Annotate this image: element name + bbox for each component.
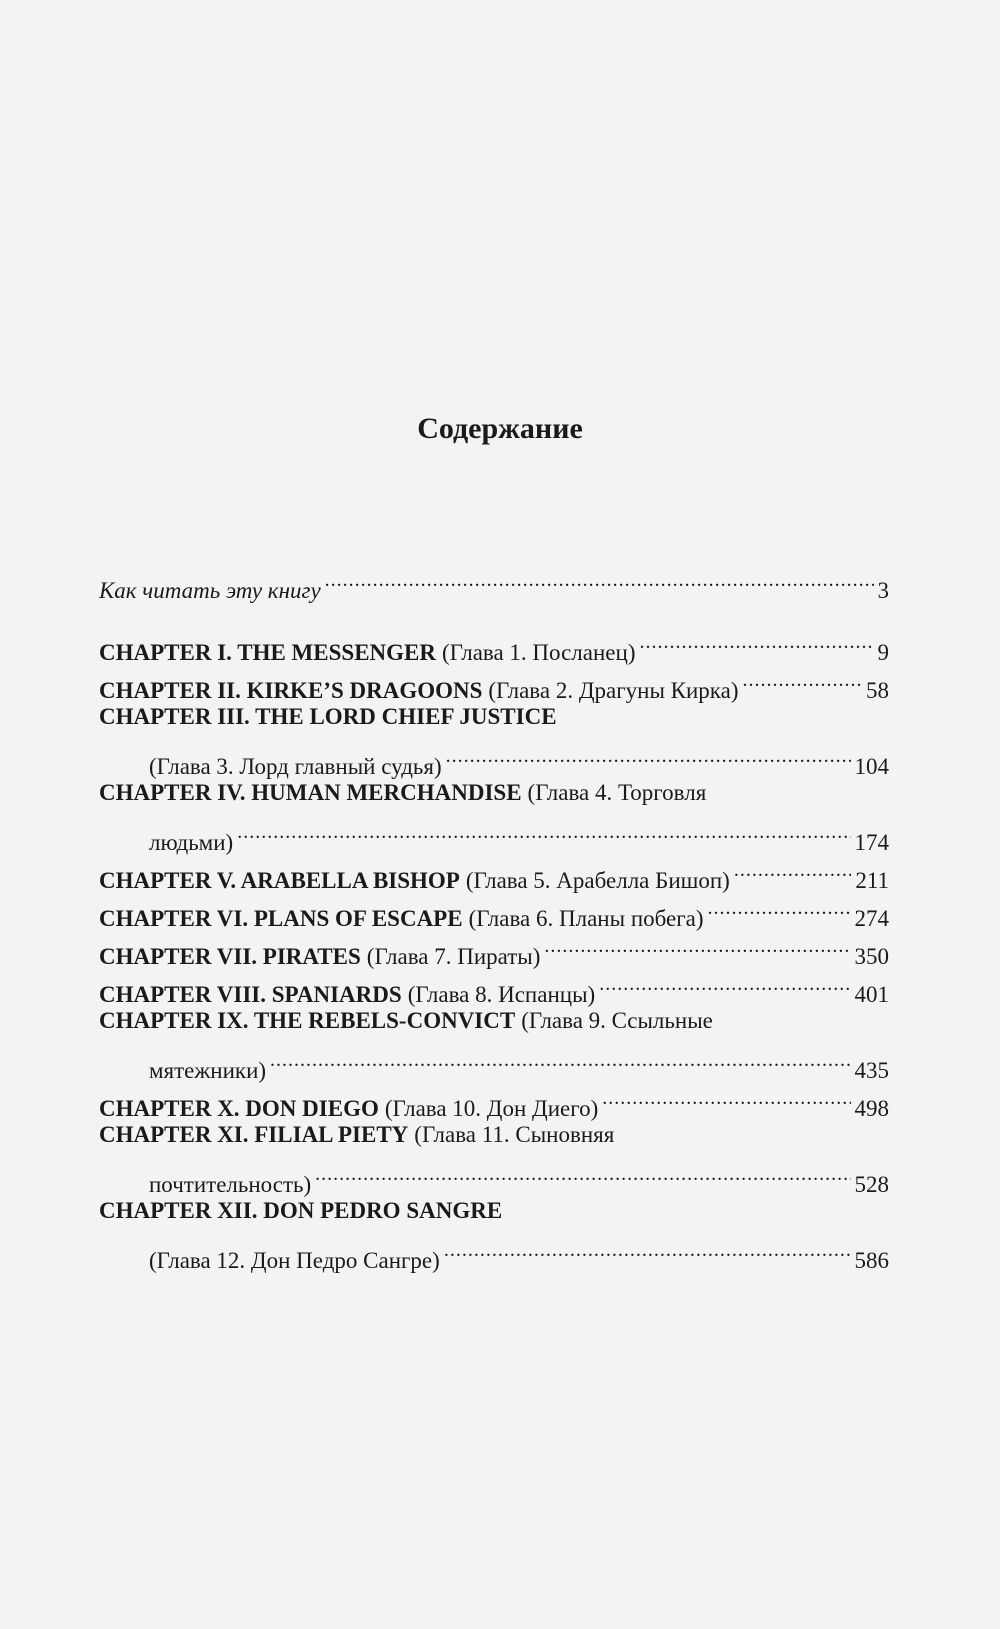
toc-page-number: 498 <box>854 1096 889 1121</box>
toc-page-number: 3 <box>877 578 889 603</box>
toc-page-number: 274 <box>854 906 889 931</box>
table-of-contents <box>99 560 889 1273</box>
chapter-title-en: CHAPTER II. KIRKE’S DRAGOONS <box>99 678 483 703</box>
dot-leader <box>446 736 851 774</box>
toc-page-number: 104 <box>854 754 889 779</box>
toc-page-number: 9 <box>877 640 889 665</box>
toc-entry-chapter-12-cont[interactable] <box>99 1230 889 1273</box>
chapter-title-ru: (Глава 9. Ссыльные <box>521 1008 713 1033</box>
dot-leader <box>734 850 852 888</box>
chapter-title-ru: (Глава 7. Пираты) <box>366 944 541 969</box>
toc-entry-chapter-3-cont[interactable] <box>99 736 889 779</box>
toc-page-number: 528 <box>854 1172 889 1197</box>
chapter-title-ru: (Глава 10. Дон Диего) <box>384 1096 599 1121</box>
toc-entry-chapter-12[interactable] <box>99 1192 889 1230</box>
toc-entry-chapter-9[interactable] <box>99 1002 889 1040</box>
chapter-title-en: CHAPTER X. DON DIEGO <box>99 1096 379 1121</box>
toc-page-number: 350 <box>854 944 889 969</box>
dot-leader <box>325 560 874 598</box>
chapter-title-ru: (Глава 11. Сыновняя <box>414 1122 615 1147</box>
dot-leader <box>708 888 851 926</box>
dot-leader <box>237 812 850 850</box>
toc-entry-chapter-1[interactable] <box>99 622 889 665</box>
chapter-title-en: CHAPTER IX. THE REBELS-CONVICT <box>99 1008 516 1033</box>
dot-leader <box>444 1230 851 1268</box>
dot-leader <box>544 926 850 964</box>
toc-entry-chapter-4[interactable] <box>99 774 889 812</box>
dot-leader <box>639 622 873 660</box>
dot-leader <box>743 660 862 698</box>
chapter-title-en: CHAPTER III. THE LORD CHIEF JUSTICE <box>99 704 557 729</box>
chapter-title-en: CHAPTER VII. PIRATES <box>99 944 361 969</box>
toc-entry-chapter-4-cont[interactable] <box>99 812 889 855</box>
chapter-title-en: CHAPTER XII. DON PEDRO SANGRE <box>99 1198 503 1223</box>
toc-entry-label: Как читать эту книгу <box>99 578 321 603</box>
toc-entry-chapter-9-cont[interactable] <box>99 1040 889 1083</box>
chapter-title-ru: (Глава 3. Лорд главный судья) <box>149 754 442 779</box>
chapter-title-ru-cont: мятежники) <box>149 1058 267 1083</box>
chapter-title-ru-cont: почтительность) <box>149 1172 312 1197</box>
toc-page-number: 211 <box>855 868 889 893</box>
chapter-title-ru: (Глава 2. Драгуны Кирка) <box>488 678 739 703</box>
dot-leader <box>270 1040 850 1078</box>
chapter-title-ru: (Глава 4. Торговля <box>527 780 707 805</box>
toc-page-number: 586 <box>854 1248 889 1273</box>
toc-entry-intro[interactable] <box>99 560 889 603</box>
dot-leader <box>599 964 850 1002</box>
toc-page-number: 435 <box>854 1058 889 1083</box>
toc-entry-chapter-3[interactable] <box>99 698 889 736</box>
chapter-title-ru: (Глава 12. Дон Педро Сангре) <box>149 1248 440 1273</box>
chapter-title-ru-cont: людьми) <box>149 830 234 855</box>
toc-page-number: 58 <box>866 678 889 703</box>
toc-entry-chapter-11-cont[interactable] <box>99 1154 889 1197</box>
dot-leader <box>602 1078 850 1116</box>
chapter-title-en: CHAPTER XI. FILIAL PIETY <box>99 1122 409 1147</box>
toc-page-number: 401 <box>854 982 889 1007</box>
toc-entry-chapter-11[interactable] <box>99 1116 889 1154</box>
chapter-title-ru: (Глава 6. Планы побега) <box>468 906 704 931</box>
chapter-title-en: CHAPTER I. THE MESSENGER <box>99 640 436 665</box>
toc-page-number: 174 <box>854 830 889 855</box>
chapter-title-en: CHAPTER VIII. SPANIARDS <box>99 982 402 1007</box>
chapter-title-ru: (Глава 1. Посланец) <box>441 640 636 665</box>
chapter-title-en: CHAPTER IV. HUMAN MERCHANDISE <box>99 780 522 805</box>
chapter-title-en: CHAPTER VI. PLANS OF ESCAPE <box>99 906 463 931</box>
chapter-title-ru: (Глава 5. Арабелла Бишоп) <box>465 868 730 893</box>
page-title: Содержание <box>417 412 583 445</box>
dot-leader <box>315 1154 850 1192</box>
chapter-title-ru: (Глава 8. Испанцы) <box>407 982 596 1007</box>
chapter-title-en: CHAPTER V. ARABELLA BISHOP <box>99 868 460 893</box>
